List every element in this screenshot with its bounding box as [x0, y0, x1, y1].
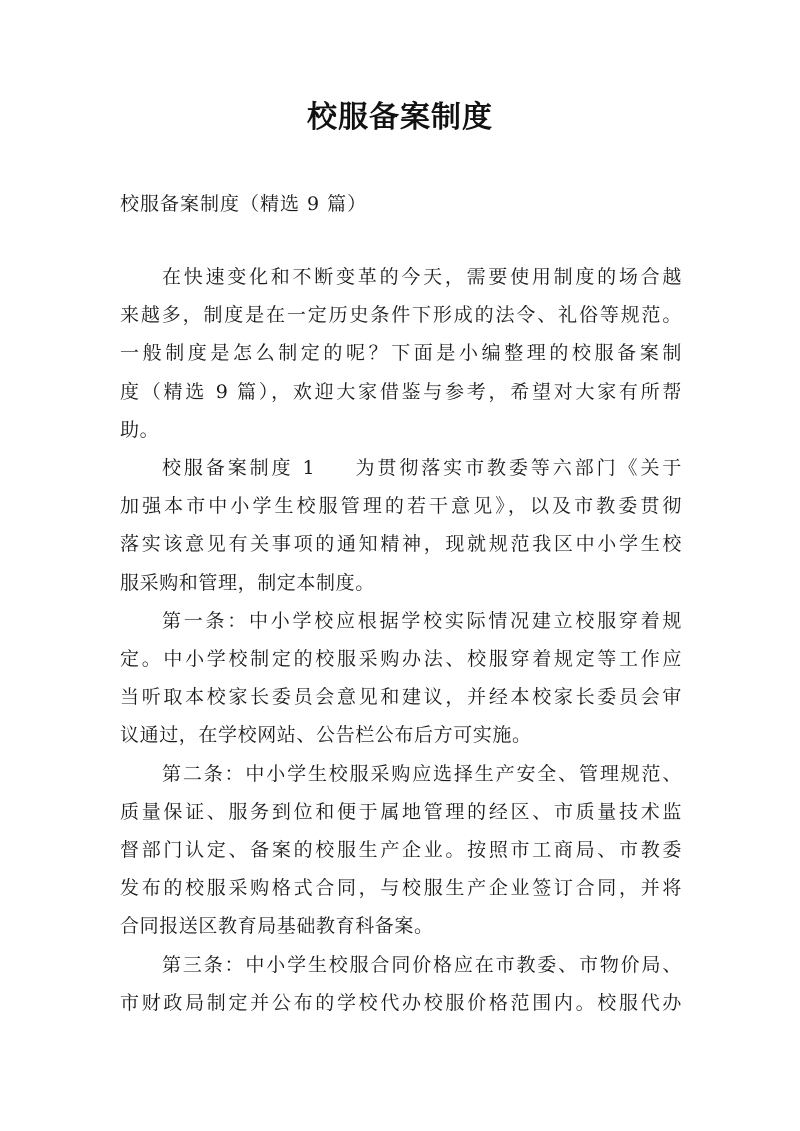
text-line: 落实该意见有关事项的通知精神，现就规范我区中小学生校 — [120, 533, 682, 556]
text-line: 质量保证、服务到位和便于属地管理的经区、市质量技术监 — [120, 800, 682, 823]
text-line: 发布的校服采购格式合同，与校服生产企业签订合同，并将 — [120, 877, 682, 900]
paragraph-article-1 — [120, 602, 682, 755]
section-heading: 校服备案制度 1 — [162, 457, 316, 480]
text-line: 服采购和管理，制定本制度。 — [120, 571, 375, 594]
text-line: 市财政局制定并公布的学校代办校服价格范围内。校服代办 — [120, 991, 682, 1014]
text-line: 督部门认定、备案的校服生产企业。按照市工商局、市教委 — [120, 839, 682, 862]
text-line: 助。 — [120, 418, 160, 441]
text-line: 合同报送区教育局基础教育科备案。 — [120, 915, 434, 938]
document-title: 校服备案制度 — [307, 100, 493, 135]
paragraph-article-3 — [120, 946, 682, 1022]
text-line: 第三条：中小学生校服合同价格应在市教委、市物价局、 — [162, 953, 682, 976]
text-line: 来越多，制度是在一定历史条件下形成的法令、礼俗等规范。 — [120, 304, 682, 327]
text-line: 第二条：中小学生校服采购应选择生产安全、管理规范、 — [162, 762, 682, 785]
paragraph-intro — [120, 258, 682, 449]
text-line: 议通过，在学校网站、公告栏公布后方可实施。 — [120, 724, 532, 747]
text-fragment: 为贯彻落实市教委等六部门《关于 — [353, 457, 682, 480]
text-line: 在快速变化和不断变革的今天，需要使用制度的场合越 — [162, 266, 682, 288]
text-line: 加强本市中小学生校服管理的若干意见》，以及市教委贯彻 — [120, 495, 682, 518]
text-line: 一般制度是怎么制定的呢？下面是小编整理的校服备案制 — [120, 342, 682, 365]
document-body — [120, 258, 682, 1022]
paragraph-section-1 — [120, 449, 682, 602]
paragraph-article-2 — [120, 755, 682, 946]
text-line: 定。中小学校制定的校服采购办法、校服穿着规定等工作应 — [120, 648, 682, 671]
text-line: 当听取本校家长委员会意见和建议，并经本校家长委员会审 — [120, 686, 682, 709]
text-line: 第一条：中小学校应根据学校实际情况建立校服穿着规 — [162, 609, 682, 632]
document-subtitle: 校服备案制度（精选 9 篇） — [120, 193, 368, 215]
text-line: 度（精选 9 篇），欢迎大家借鉴与参考，希望对大家有所帮 — [120, 380, 682, 403]
text-line — [120, 449, 682, 487]
